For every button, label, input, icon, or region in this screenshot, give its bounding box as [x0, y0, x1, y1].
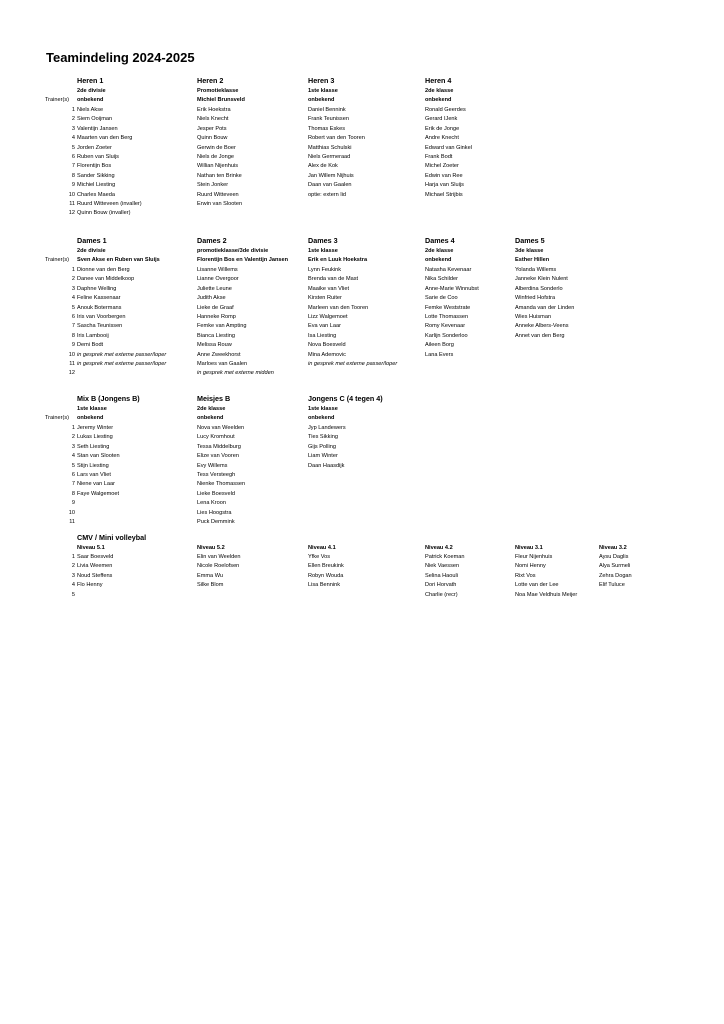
row-number: 4: [71, 582, 75, 589]
player-name: Nova van Weelden: [197, 425, 245, 431]
row-number: 1: [71, 107, 75, 113]
player-name: Ruben van Sluijs: [77, 154, 119, 160]
player-name: Ties Sikking: [308, 434, 338, 441]
player-name: Erwin van Slooten: [197, 201, 243, 207]
player-name: Lotte Thomassen: [425, 314, 469, 320]
player-name: Elif Tuluce: [599, 582, 625, 589]
player-name: Aysu Daglis: [599, 554, 629, 560]
row-number: 5: [71, 462, 75, 469]
player-name: Niels Knecht: [197, 116, 229, 123]
player-name: Anneke Albers-Veens: [515, 323, 569, 330]
player-name: Stein Jonker: [197, 182, 229, 189]
level-name: Niveau 5.1: [77, 545, 105, 551]
row-number: 11: [69, 361, 75, 367]
team-trainer: Michiel Brunsveld: [197, 97, 245, 103]
row-number: 1: [71, 425, 75, 431]
row-number: 2: [71, 434, 75, 441]
row-number: 2: [71, 276, 75, 283]
row-number: 3: [71, 125, 75, 132]
player-name: Stan van Slooten: [77, 453, 120, 460]
row-number: 11: [69, 201, 75, 207]
player-name: Matthias Schulski: [308, 144, 352, 151]
player-name: Jesper Pots: [197, 125, 227, 132]
team-level: 2de divisie: [77, 88, 106, 94]
player-name: Isa Liesting: [308, 332, 337, 339]
player-name: Lars van Vliet: [77, 472, 111, 478]
player-name: Andre Knecht: [425, 135, 459, 142]
player-name: Michel Zoeter: [425, 163, 459, 170]
player-name: Tessa Middelburg: [197, 443, 241, 450]
player-name: Florentijn Bos: [77, 163, 112, 170]
player-name: Danee van Middelkoop: [77, 276, 135, 283]
jeugd-player-row: [0, 517, 724, 527]
player-name: Lucy Kromhout: [197, 434, 235, 441]
team-name: Heren 1: [77, 76, 104, 85]
player-name: Bianca Liesting: [197, 332, 235, 339]
player-name: Femke van Ampting: [197, 323, 247, 330]
player-name: Yfke Vos: [308, 554, 331, 560]
cmv-title-row: [0, 533, 724, 543]
row-number: 6: [71, 314, 75, 320]
player-name: Zehra Dogan: [599, 572, 632, 579]
row-number: 2: [71, 563, 75, 570]
team-name: Jongens C (4 tegen 4): [308, 394, 383, 403]
player-name: Melissa Rouw: [197, 342, 232, 349]
row-number: 9: [71, 182, 75, 189]
team-level: 2de klasse: [197, 406, 226, 412]
player-name: Niene van Laar: [77, 481, 115, 488]
level-name: Niveau 5.2: [197, 545, 225, 551]
player-name: Annet van den Berg: [515, 332, 565, 339]
team-level: 1ste klasse: [308, 88, 338, 94]
row-number: 9: [71, 342, 75, 349]
dames-trainers: [0, 255, 724, 265]
player-name: Lisa Bennink: [308, 582, 341, 589]
team-trainer: onbekend: [77, 415, 104, 421]
player-name: Brenda van de Mast: [308, 276, 359, 283]
player-name: Hanneke Romp: [197, 314, 236, 320]
player-name: Elize van Vooren: [197, 453, 239, 460]
row-number: 12: [68, 210, 75, 217]
player-name: Lena Kroon: [197, 500, 226, 507]
level-name: Niveau 4.1: [308, 545, 336, 551]
row-number: 12: [68, 370, 75, 377]
team-level: Promotieklasse: [197, 88, 239, 94]
row-number: 3: [71, 443, 75, 450]
player-name: Dori Horvath: [425, 582, 457, 589]
row-number: 5: [71, 144, 75, 151]
player-name: Karlijn Sonderloo: [425, 332, 468, 339]
row-number: 2: [71, 116, 75, 123]
player-name: in gesprek met externe passer/loper: [308, 361, 398, 367]
player-name: Feline Kassenaar: [77, 295, 121, 302]
player-name: Lieke Boesveld: [197, 490, 235, 497]
team-trainer: onbekend: [425, 97, 452, 103]
player-name: Sarie de Coo: [425, 295, 458, 302]
player-name: Alex de Kok: [308, 163, 338, 170]
row-number: 6: [71, 154, 75, 160]
player-name: Stijn Liesting: [77, 462, 109, 469]
team-name: Dames 3: [308, 236, 338, 245]
player-name: Nienke Thomassen: [197, 481, 246, 488]
row-number: 7: [71, 323, 75, 330]
player-name: Iris van Voorbergen: [77, 314, 126, 320]
player-name: Sander Sikking: [77, 172, 115, 179]
player-name: Juliette Leune: [197, 285, 232, 292]
player-name: Nova Boesveld: [308, 342, 346, 349]
player-name: Dionne van den Berg: [77, 267, 130, 273]
player-name: Quinn Bouw: [197, 135, 228, 142]
cmv-player-row: [0, 590, 724, 600]
team-trainer: onbekend: [308, 415, 335, 421]
team-level: 2de divisie: [77, 248, 106, 254]
player-name: Daniel Bennink: [308, 107, 346, 113]
player-name: Silke Blom: [197, 582, 224, 589]
player-name: Alya Surmeli: [599, 563, 631, 570]
player-name: Nomi Henny: [515, 563, 546, 570]
player-name: Nika Schilder: [425, 276, 458, 283]
player-name: Demi Bodt: [77, 342, 104, 349]
player-name: in gesprek met externe passer/loper: [77, 351, 167, 358]
player-name: Amanda van der Linden: [515, 304, 575, 311]
row-number: 8: [71, 172, 75, 179]
row-number: 5: [71, 304, 75, 311]
trainer-label: Trainer(s): [44, 97, 69, 103]
player-name: Evy Willems: [197, 462, 228, 469]
row-number: 10: [68, 509, 75, 516]
team-level: 1ste klasse: [308, 248, 338, 254]
player-name: Janneke Klein Nulent: [515, 276, 568, 283]
dames-player-row: [0, 368, 724, 378]
player-name: Lianne Overgoor: [197, 276, 239, 283]
player-name: in gesprek met externe midden: [197, 370, 274, 377]
row-number: 8: [71, 332, 75, 339]
player-name: Ruurd Witteveen (invaller): [77, 201, 142, 207]
player-name: Rixt Vos: [515, 572, 536, 579]
player-name: Saar Boesveld: [77, 554, 114, 560]
player-name: Winfried Hofstra: [515, 295, 556, 302]
player-name: Thomas Eskes: [308, 125, 345, 132]
row-number: 11: [69, 519, 75, 525]
player-name: Charles Maeda: [77, 191, 115, 198]
player-name: Eva van Laar: [308, 323, 341, 330]
player-name: in gesprek met externe passer/loper: [77, 361, 167, 367]
player-name: Ronald Geerdes: [425, 107, 466, 113]
player-name: Daan Haasdijk: [308, 462, 345, 469]
player-name: Gerard IJenk: [425, 116, 458, 123]
heren-player-row: [0, 208, 724, 218]
player-name: Erik Hoekstra: [197, 107, 231, 113]
team-trainer: onbekend: [197, 415, 224, 421]
player-name: Edwin van Ree: [425, 172, 463, 179]
team-level: 2de klasse: [425, 248, 454, 254]
page-title: Teamindeling 2024-2025: [46, 50, 195, 65]
player-name: Frank Bodt: [425, 154, 453, 160]
row-number: 1: [71, 267, 75, 273]
player-name: Judith Akse: [197, 295, 226, 302]
player-name: Lana Evers: [425, 351, 454, 358]
team-name: Mix B (Jongens B): [77, 394, 140, 403]
player-name: Anouk Botermans: [77, 304, 122, 311]
row-number: 8: [71, 490, 75, 497]
player-name: Liam Winter: [308, 453, 338, 460]
row-number: 10: [68, 351, 75, 358]
heren-trainers: [0, 95, 724, 105]
player-name: Michiel Liesting: [77, 182, 116, 189]
row-number: 5: [71, 591, 75, 598]
player-name: Nicole Roelofsen: [197, 563, 240, 570]
player-name: Lizz Walgemoet: [308, 314, 348, 320]
player-name: Emma Wu: [197, 572, 224, 579]
player-name: Lisanne Willems: [197, 267, 238, 273]
trainer-label: Trainer(s): [44, 257, 69, 263]
player-name: Selina Haouli: [425, 572, 458, 579]
player-name: Niek Vaessen: [425, 563, 460, 570]
player-name: Wies Huisman: [515, 314, 552, 320]
player-name: Yolanda Willems: [515, 267, 557, 273]
player-name: Anne-Marie Winnubst: [425, 285, 479, 292]
row-number: 7: [71, 163, 75, 170]
player-name: Daphne Welling: [77, 285, 117, 292]
player-name: Michael Strijbis: [425, 191, 463, 198]
team-trainer: Esther Hillen: [515, 257, 550, 263]
player-name: Anne Zweekhorst: [197, 351, 241, 358]
player-name: Lies Hoogstra: [197, 509, 232, 516]
player-name: Niels de Jonge: [197, 154, 235, 160]
player-name: Jorden Zoeter: [77, 144, 112, 151]
player-name: Lotte van der Lee: [515, 582, 559, 589]
player-name: Ruurd Witteveen: [197, 191, 239, 198]
team-trainer: Erik en Luuk Hoekstra: [308, 257, 368, 263]
row-number: 10: [68, 191, 75, 198]
player-name: Edward van Ginkel: [425, 144, 472, 151]
dames-team-names: [0, 236, 724, 246]
team-name: Heren 4: [425, 76, 452, 85]
player-name: Marleen van den Tooren: [308, 304, 369, 311]
row-number: 7: [71, 481, 75, 488]
player-name: Lukas Liesting: [77, 434, 113, 441]
team-level: 3de klasse: [515, 248, 544, 254]
team-trainer: onbekend: [425, 257, 452, 263]
team-name: Dames 5: [515, 236, 545, 245]
jeugd-trainers: [0, 413, 724, 423]
player-name: Marloes van Gaalen: [197, 361, 248, 367]
player-name: Noud Steffens: [77, 572, 113, 579]
player-name: Iris Lambooij: [77, 332, 109, 339]
team-name: Heren 2: [197, 76, 224, 85]
player-name: Gijs Polling: [308, 443, 336, 450]
player-name: Maaike van Vliet: [308, 285, 350, 292]
team-level: promotieklasse/3de divisie: [197, 248, 269, 254]
team-trainer: onbekend: [77, 97, 104, 103]
team-level: 1ste klasse: [77, 406, 107, 412]
player-name: Natasha Kevenaar: [425, 267, 472, 273]
player-name: Niels Germeraad: [308, 154, 351, 160]
row-number: 9: [71, 500, 75, 507]
level-name: Niveau 3.2: [599, 545, 627, 551]
player-name: Quinn Bouw (invaller): [77, 210, 131, 217]
team-name: Heren 3: [308, 76, 335, 85]
player-name: Niels Akse: [77, 107, 104, 113]
row-number: 3: [71, 285, 75, 292]
player-name: Gerwin de Boer: [197, 144, 236, 151]
player-name: Puck Demmink: [197, 519, 235, 525]
player-name: Femke Weststrate: [425, 304, 471, 311]
heren-team-names: [0, 76, 724, 86]
player-name: Tess Versteegh: [197, 472, 236, 478]
team-trainer: onbekend: [308, 97, 335, 103]
player-name: Erik de Jonge: [425, 125, 460, 132]
player-name: Jeremy Winter: [77, 425, 114, 431]
player-name: Patrick Koeman: [425, 554, 465, 560]
player-name: Harja van Sluijs: [425, 182, 464, 189]
team-level: 2de klasse: [425, 88, 454, 94]
player-name: Ellen Breukink: [308, 563, 344, 570]
player-name: Kirsten Ruiter: [308, 295, 342, 302]
team-trainer: Sven Akse en Ruben van Sluijs: [77, 257, 160, 263]
player-name: Jan Willem Nijhuis: [308, 172, 354, 179]
player-name: Robert van den Tooren: [308, 135, 365, 142]
player-name: Nathan ten Brinke: [197, 172, 242, 179]
team-level: 1ste klasse: [308, 406, 338, 412]
row-number: 6: [71, 472, 75, 478]
player-name: Siem Ooijman: [77, 116, 113, 123]
player-name: Willian Nijenhuis: [197, 163, 239, 170]
player-name: Daan van Gaalen: [308, 182, 352, 189]
trainer-label: Trainer(s): [44, 415, 69, 421]
player-name: Aileen Borg: [425, 342, 454, 349]
team-name: Dames 2: [197, 236, 227, 245]
team-name: Dames 1: [77, 236, 107, 245]
player-name: optie: extern lid: [308, 191, 346, 198]
row-number: 4: [71, 295, 75, 302]
level-name: Niveau 4.2: [425, 545, 453, 551]
level-name: Niveau 3.1: [515, 545, 543, 551]
player-name: Romy Kevenaar: [425, 323, 466, 330]
player-name: Charlie (recr): [425, 591, 458, 598]
cmv-title: CMV / Mini volleybal: [77, 533, 147, 542]
player-name: Livia Weemen: [77, 563, 113, 570]
player-name: Alberdina Sonderlo: [515, 285, 563, 292]
jeugd-team-names: [0, 394, 724, 404]
row-number: 3: [71, 572, 75, 579]
player-name: Frank Teunissen: [308, 116, 349, 123]
row-number: 4: [71, 453, 75, 460]
team-name: Meisjes B: [197, 394, 231, 403]
player-name: Elin van Weelden: [197, 554, 241, 560]
player-name: Lieke de Graaf: [197, 304, 234, 311]
player-name: Sascha Teunissen: [77, 323, 123, 330]
team-trainer: Florentijn Bos en Valentijn Jansen: [197, 257, 289, 263]
player-name: Lynn Feukink: [308, 267, 342, 273]
player-name: Faye Walgemoet: [77, 490, 120, 497]
player-name: Mina Ademovic: [308, 351, 346, 358]
player-name: Flo Henny: [77, 582, 103, 589]
player-name: Noa Mae Veldhuis Meijer: [515, 591, 578, 598]
team-name: Dames 4: [425, 236, 455, 245]
player-name: Jyp Landewers: [308, 425, 346, 431]
player-name: Fleur Nijenhuis: [515, 554, 553, 560]
row-number: 4: [71, 135, 75, 142]
player-name: Seth Liesting: [77, 443, 110, 450]
player-name: Valentijn Jansen: [77, 125, 118, 132]
player-name: Maarten van den Berg: [77, 135, 133, 142]
row-number: 1: [71, 554, 75, 560]
player-name: Robyn Wouda: [308, 572, 344, 579]
